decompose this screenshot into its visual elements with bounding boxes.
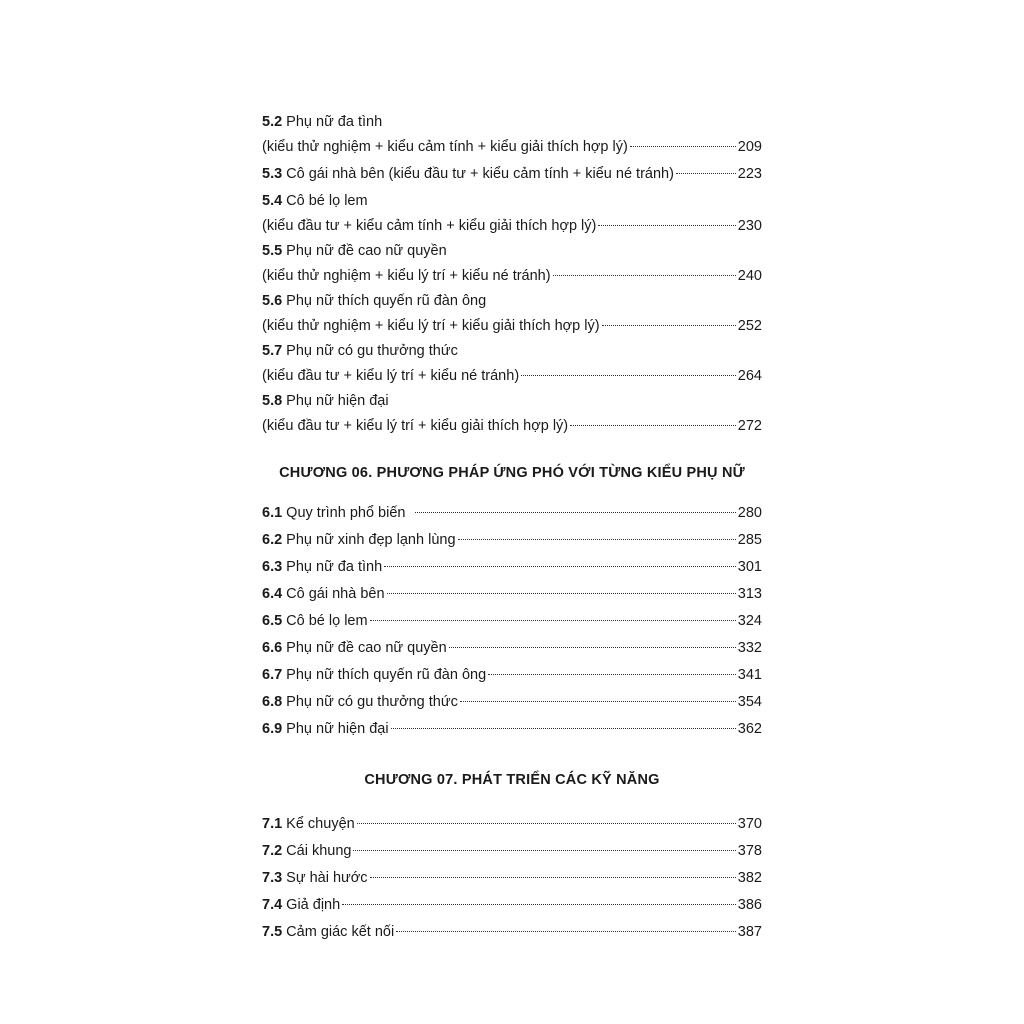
entry-page: 301: [737, 559, 762, 575]
toc-entry: [262, 555, 762, 582]
toc-entry: [262, 812, 762, 839]
entry-subtitle: (kiểu đầu tư + kiểu lý trí + kiểu giải thích hợp lý): [262, 418, 569, 434]
table-of-contents: [262, 110, 762, 947]
entry-title: Cô bé lọ lem: [286, 613, 368, 629]
dot-leader: [676, 173, 736, 174]
dot-leader: [553, 275, 736, 276]
toc-entry: [262, 690, 762, 717]
entry-number: 6.5: [262, 613, 283, 629]
entry-page: 362: [737, 721, 762, 737]
entry-number: 6.3: [262, 559, 283, 575]
entry-number: 6.9: [262, 721, 283, 737]
entry-number: 7.4: [262, 897, 283, 913]
dot-leader: [488, 674, 736, 675]
dot-leader: [449, 647, 736, 648]
toc-entry: [262, 528, 762, 555]
entry-title: Cô gái nhà bên: [286, 586, 385, 602]
entry-page: 209: [737, 139, 762, 155]
toc-entry: [262, 920, 762, 947]
entry-title: Cô bé lọ lem: [286, 193, 368, 209]
entry-page: 354: [737, 694, 762, 710]
entry-title: Phụ nữ đa tình: [286, 114, 383, 130]
entry-page: 223: [737, 166, 762, 182]
entry-number: 7.1: [262, 816, 283, 832]
entry-number: 6.7: [262, 667, 283, 683]
entry-title: Cái khung: [286, 843, 352, 859]
entry-number: 6.6: [262, 640, 283, 656]
toc-entry: [262, 582, 762, 609]
chapter-heading: CHƯƠNG 07. PHÁT TRIỂN CÁC KỸ NĂNG: [364, 772, 660, 788]
entry-page: 313: [737, 586, 762, 602]
entry-title: Phụ nữ đa tình: [286, 559, 383, 575]
toc-entry: [262, 866, 762, 893]
entry-subtitle: (kiểu thử nghiệm + kiểu lý trí + kiểu giải thích hợp lý): [262, 318, 600, 334]
entry-number: 7.2: [262, 843, 283, 859]
entry-number: 6.1: [262, 505, 283, 521]
entry-number: 5.4: [262, 193, 283, 209]
toc-entry: [262, 893, 762, 920]
entry-title: Giả định: [286, 897, 341, 913]
entry-page: 382: [737, 870, 762, 886]
dot-leader: [384, 566, 736, 567]
entry-page: 324: [737, 613, 762, 629]
dot-leader: [458, 539, 736, 540]
dot-leader: [598, 225, 735, 226]
section-5-list: [262, 110, 762, 439]
entry-number: 7.5: [262, 924, 283, 940]
chapter-6-list: [262, 501, 762, 744]
entry-title: Phụ nữ đề cao nữ quyền: [286, 640, 447, 656]
entry-number: 5.8: [262, 393, 283, 409]
toc-entry: [262, 636, 762, 663]
dot-leader: [396, 931, 736, 932]
toc-entry: [262, 189, 762, 239]
toc-entry: [262, 717, 762, 744]
entry-page: 240: [737, 268, 762, 284]
entry-page: 332: [737, 640, 762, 656]
dot-leader: [415, 512, 735, 513]
entry-page: 280: [737, 505, 762, 521]
chapter-7-list: [262, 812, 762, 947]
entry-title: Phụ nữ thích quyến rũ đàn ông: [286, 667, 487, 683]
dot-leader: [370, 620, 736, 621]
entry-title: Phụ nữ thích quyến rũ đàn ông: [286, 293, 487, 309]
entry-title: Phụ nữ hiện đại: [286, 721, 389, 737]
toc-entry: [262, 663, 762, 690]
entry-title: Kể chuyện: [286, 816, 355, 832]
entry-page: 370: [737, 816, 762, 832]
dot-leader: [391, 728, 736, 729]
entry-number: 7.3: [262, 870, 283, 886]
entry-number: 5.7: [262, 343, 283, 359]
dot-leader: [570, 425, 736, 426]
dot-leader: [460, 701, 736, 702]
entry-page: 230: [737, 218, 762, 234]
toc-entry: [262, 162, 762, 187]
entry-number: 6.2: [262, 532, 283, 548]
dot-leader: [630, 146, 736, 147]
toc-entry: [262, 339, 762, 389]
entry-title: Phụ nữ hiện đại: [286, 393, 389, 409]
chapter-heading: CHƯƠNG 06. PHƯƠNG PHÁP ỨNG PHÓ VỚI TỪNG KIỂU PHỤ NỮ: [279, 465, 745, 481]
entry-number: 5.6: [262, 293, 283, 309]
toc-entry: [262, 289, 762, 339]
entry-subtitle: (kiểu đầu tư + kiểu lý trí + kiểu né tránh): [262, 368, 520, 384]
entry-title: Sự hài hước: [286, 870, 368, 886]
entry-number: 5.2: [262, 114, 283, 130]
entry-title: Phụ nữ đề cao nữ quyền: [286, 243, 447, 259]
entry-subtitle: (kiểu thử nghiệm + kiểu lý trí + kiểu né tránh): [262, 268, 551, 284]
dot-leader: [602, 325, 736, 326]
toc-entry: [262, 389, 762, 439]
entry-title: Phụ nữ có gu thưởng thức: [286, 343, 458, 359]
entry-title: Quy trình phổ biến: [286, 505, 406, 521]
entry-title: Cảm giác kết nối: [286, 924, 395, 940]
entry-page: 341: [737, 667, 762, 683]
entry-subtitle: (kiểu đầu tư + kiểu cảm tính + kiểu giải thích hợp lý): [262, 218, 597, 234]
entry-page: 252: [737, 318, 762, 334]
dot-leader: [357, 823, 736, 824]
entry-number: 6.4: [262, 586, 283, 602]
entry-title: Phụ nữ xinh đẹp lạnh lùng: [286, 532, 456, 548]
entry-subtitle: (kiểu thử nghiệm + kiểu cảm tính + kiểu giải thích hợp lý): [262, 139, 628, 155]
entry-page: 386: [737, 897, 762, 913]
entry-number: 6.8: [262, 694, 283, 710]
toc-entry: [262, 501, 762, 528]
entry-page: 264: [737, 368, 762, 384]
entry-page: 378: [737, 843, 762, 859]
dot-leader: [521, 375, 736, 376]
toc-entry: [262, 239, 762, 289]
entry-number: 5.3: [262, 166, 283, 182]
toc-entry: [262, 110, 762, 160]
entry-number: 5.5: [262, 243, 283, 259]
dot-leader: [353, 850, 735, 851]
entry-page: 285: [737, 532, 762, 548]
entry-page: 272: [737, 418, 762, 434]
entry-title: Phụ nữ có gu thưởng thức: [286, 694, 458, 710]
entry-title: Cô gái nhà bên (kiểu đầu tư + kiểu cảm tính + kiểu né tránh): [286, 166, 674, 182]
toc-entry: [262, 839, 762, 866]
dot-leader: [342, 904, 736, 905]
entry-page: 387: [737, 924, 762, 940]
toc-entry: [262, 609, 762, 636]
dot-leader: [370, 877, 736, 878]
dot-leader: [387, 593, 736, 594]
